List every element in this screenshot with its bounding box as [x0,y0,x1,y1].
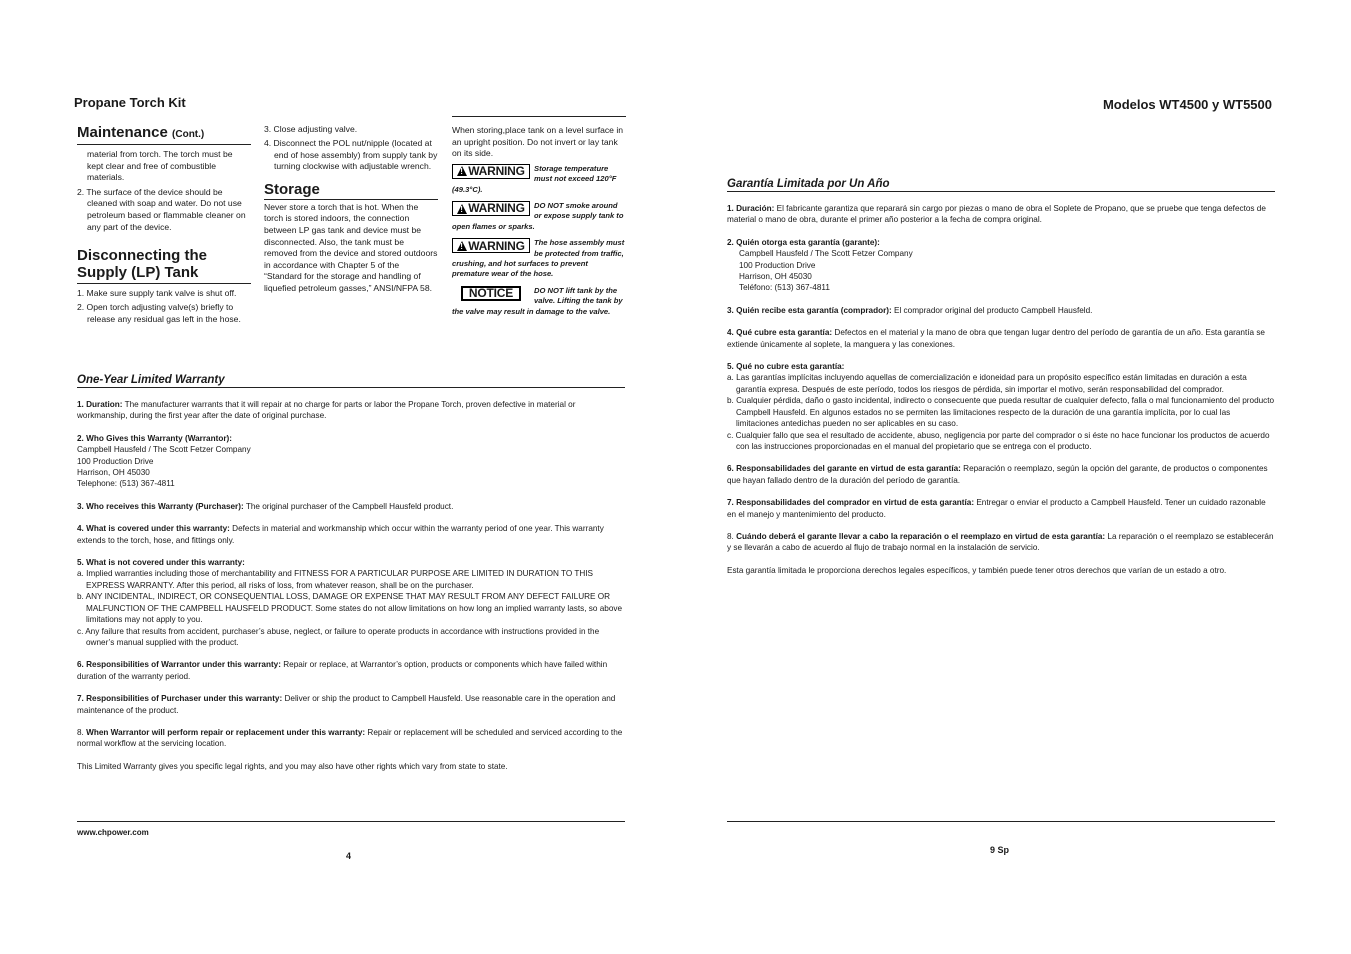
storage-tank-intro: When storing,place tank on a level surface in an upright position. Do not invert or lay tank on its side. [452,125,624,159]
garantia-item-1: 1. Duración: El fabricante garantiza que reparará sin cargo por piezas o mano de obra el Soplete de Propano, que se pruebe que tenga defectos de material o mano de obra, durante el primer año posterior a la fecha de compra original. [727,204,1266,225]
warranty-item-5: 5. What is not covered under this warranty: a. Implied warranties including those of merchantability and FITNESS FOR A PARTICULAR PURPOSE ARE LIMITED IN DURATION TO THIS EXPRESS WARRANTY. After this period, all risks of loss, from whatever reason, shall be on the purchaser. b. ANY INCIDENTAL, INDIRECT, OR CONSEQUENTIAL LOSS, DAMAGE OR EXPENSE THAT MAY RESULT FROM ANY DEFECT FAILURE OR MALFUNCTION OF THE CAMPBELL HAUSFELD PRODUCT. Some states do not allow limitations on how long an implied warranty lasts, so above limitations may not apply to you. c. Any failure that results from accident, purchaser’s abuse, neglect, or failure to operate products in accordance with instructions provided in the owner’s manual supplied with the product. [77,558,623,647]
warning-text-2: DO NOT smoke around or expose supply tank to open flames or sparks. [452,201,624,231]
maintenance-item-2: 2. The surface of the device should be cleaned with soap and water. Do not use petroleum based or flammable cleaner on any part of the device. [77,186,246,232]
page-header-right: Modelos WT4500 y WT5500 [1102,97,1272,112]
disconnect-steps-cont [264,124,438,173]
warning-badge: ! WARNING [452,238,530,253]
garantia-item-6: 6. Responsabilidades del garante en virtud de esta garantía: Reparación o reemplazo, según la opción del garante, de productos o componentes que hayan fallado dentro de la duración del período de garantía. [727,464,1268,485]
notice-block [452,286,626,317]
warranty-body-es [727,203,1275,576]
warning-triangle-icon [457,204,467,214]
maintenance-heading [77,124,251,145]
warranty-heading-en: One-Year Limited Warranty [77,374,625,388]
warranty-item-3: 3. Who receives this Warranty (Purchaser): The original purchaser of the Campbell Hausfeld product. [77,501,454,511]
warranty-item-2: 2. Who Gives this Warranty (Warrantor): Campbell Hausfeld / The Scott Fetzer Company 100 Production Drive Harrison, OH 45030 Telephone: (513) 367-4811 [77,433,251,489]
warning-triangle-icon [457,241,467,251]
garantia-item-8: 8. Cuándo deberá el garante llevar a cabo la reparación o el reemplazo en virtud de esta garantía: La reparación o el reemplazo se establecerán y se llevarán a cabo de acuerdo al flujo de trabajo normal en la instalación de servicio. [727,531,1274,553]
page-number-left: 4 [346,851,352,861]
notice-badge: NOTICE [452,286,530,301]
warranty-closing-es: Esta garantía limitada le proporciona derechos legales específicos, y también puede tener otros derechos que varían de un estado a otro. [727,565,1227,575]
maintenance-title: Maintenance [77,124,168,141]
warning-badge: ! WARNING [452,201,530,216]
disconnect-step-4: 4. Disconnect the POL nut/nipple (located at end of hose assembly) from supply tank by turning clockwise with adjustable wrench. [264,138,438,172]
disconnect-step-2: 2. Open torch adjusting valve(s) briefly to release any residual gas left in the hose. [77,302,241,324]
page-header-left: Propane Torch Kit [74,95,186,110]
warranty-section-en [77,374,625,772]
disconnect-heading: Disconnecting the Supply (LP) Tank [77,247,251,284]
footer-rule-left [77,821,625,822]
warranty-section-es [727,178,1275,576]
warranty-item-4: 4. What is covered under this warranty: Defects in material and workmanship which occur within the warranty period of one year. This warranty extends to the torch, hose, and fittings only. [77,524,604,545]
warranty-heading-es: Garantía Limitada por Un Año [727,178,1275,192]
garantia-item-5: 5. Qué no cubre esta garantía: a. Las garantías implícitas incluyendo aquellas de comercialización e idoneidad para un propósito específico están limitadas en duración a esta garantía expresa. Después de este período, todos los riesgos de pérdida, sin importar el motivo, serán responsabilidad del comprador. b. Cualquier pérdida, daño o gasto incidental, indirecto o consecuente que pueda resultar de cualquier defecto, falla o mal funcionamiento del producto Campbell Hausfeld. En algunos estados no se permiten las limitaciones respecto de la duración de una garantía implícita, por lo cual las limitaciones antedichas pueden no ser aplicables en su caso. c. Cualquier fallo que sea el resultado de accidente, abuso, negligencia por parte del comprador o si éste no hace funcionar los productos de acuerdo con las instrucciones proporcionadas en el manual del propietario que se entrega con el producto. [727,362,1275,451]
storage-body: Never store a torch that is hot. When the torch is stored indoors, the connection between LP gas tank and device must be disconnected. Also, the tank must be removed from the device and stored outdoors in accordance with Chapter 5 of the “Standard for the storage and handling of liquefied petroleum gasses,” ANSI/NFPA 58. [264,201,438,294]
disconnect-step-1: 1. Make sure supply tank valve is shut off. [77,288,237,299]
warranty-item-7: 7. Responsibilities of Purchaser under this warranty: Deliver or ship the product to Campbell Hausfeld. Use reasonable care in the operation and maintenance of the product. [77,694,616,715]
warning-block-2 [452,201,626,232]
page-number-right: 9 Sp [990,845,1010,855]
disconnect-step-3: 3. Close adjusting valve. [264,124,358,134]
storage-heading: Storage [264,181,438,200]
warranty-item-1: 1. Duration: The manufacturer warrants that it will repair at no charge for parts or labor the Propane Torch, proven defective in material or workmanship, during the first year after the date of original purchase. [77,400,576,421]
warranty-item-6: 6. Responsibilities of Warrantor under this warranty: Repair or replace, at Warrantor’s option, products or components which have failed within duration of the warranty period. [77,660,608,681]
footer-rule-right [727,821,1275,822]
maintenance-section [77,124,251,328]
warranty-closing-en: This Limited Warranty gives you specific legal rights, and you may also have other rights which vary from state to state. [77,761,508,771]
disconnect-steps [77,288,251,325]
maintenance-cont: (Cont.) [172,129,205,140]
warning-text-3: The hose assembly must be protected from traffic, crushing, and hot surfaces to prevent premature wear of the hose. [452,238,625,279]
warning-block-3 [452,238,626,280]
warranty-item-8: 8. When Warrantor will perform repair or replacement under this warranty: Repair or replacement will be scheduled and serviced according to the normal workflow at the servicing location. [77,727,623,749]
garantia-item-2: 2. Quién otorga esta garantía (garante): Campbell Hausfeld / The Scott Fetzer Company 100 Production Drive Harrison, OH 45030 Teléfono: (513) 367-4811 [727,237,913,293]
warranty-body-en [77,399,625,772]
column-3 [452,116,626,317]
column-2 [264,124,438,295]
warning-text-1: Storage temperature must not exceed 120°F (49.3°C). [452,163,617,194]
garantia-item-3: 3. Quién recibe esta garantía (comprador): El comprador original del producto Campbell Hausfeld. [727,305,1093,315]
garantia-item-4: 4. Qué cubre esta garantía: Defectos en el material y la mano de obra que tengan lugar dentro del período de garantía de un año. Esta garantía se extiende únicamente al soplete, la manguera y las conexiones. [727,328,1265,349]
garantia-item-7: 7. Responsabilidades del comprador en virtud de esta garantía: Entregar o enviar el producto a Campbell Hausfeld. Tener un cuidado razonable en el manejo y mantenimiento del producto. [727,498,1266,519]
maintenance-lead: material from torch. The torch must be kept clear and free of combustible materials. [87,149,233,183]
notice-text: DO NOT lift tank by the valve. Lifting the tank by the valve may result in damage to the valve. [452,285,623,316]
warning-badge: ! WARNING [452,164,530,179]
warning-triangle-icon [457,166,467,176]
footer-url[interactable]: www.chpower.com [77,828,149,837]
warning-block-1 [452,164,626,195]
